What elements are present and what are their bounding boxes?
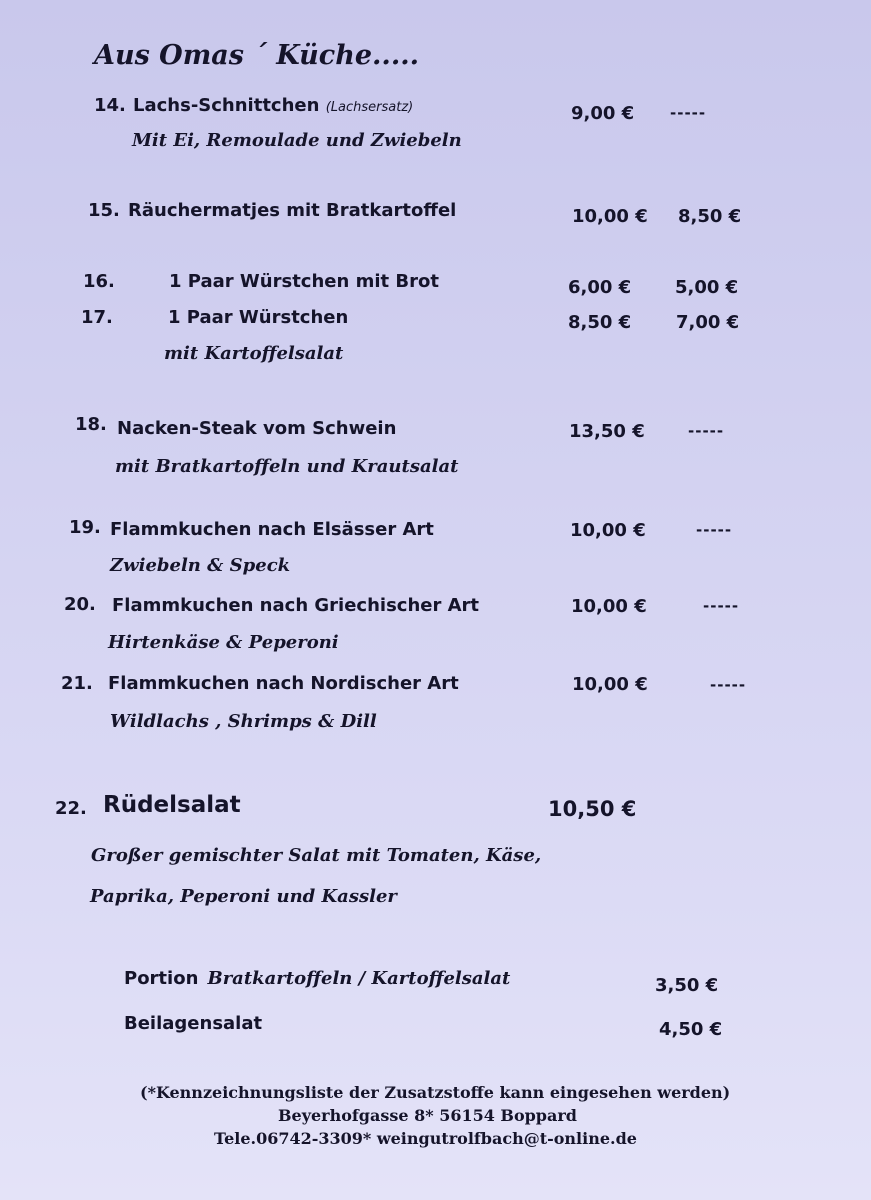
item-21-number: 21.: [61, 673, 93, 694]
item-14-name-text: Lachs-Schnittchen: [133, 95, 320, 116]
item-21-price-small: -----: [710, 676, 747, 694]
item-15-price: 10,00 €: [572, 206, 648, 227]
item-18-name: Nacken-Steak vom Schwein: [117, 418, 397, 439]
item-17-description: mit Kartoffelsalat: [164, 343, 344, 364]
footer-note: (*Kennzeichnungsliste der Zusatzstoffe kann eingesehen werden): [140, 1083, 731, 1102]
item-20-name: Flammkuchen nach Griechischer Art: [112, 595, 480, 616]
item-16-price-small: 5,00 €: [675, 277, 739, 298]
item-21-name: Flammkuchen nach Nordischer Art: [108, 673, 459, 694]
item-22-description-line1: Großer gemischter Salat mit Tomaten, Käse,: [91, 845, 542, 866]
side-portion: [124, 968, 510, 989]
item-20-price: 10,00 €: [571, 596, 647, 617]
item-19-price: 10,00 €: [570, 520, 646, 541]
side-portion-label: Portion: [124, 968, 199, 989]
item-14-price-small: -----: [670, 104, 707, 122]
item-21-description: Wildlachs , Shrimps & Dill: [110, 711, 377, 732]
item-15-price-small: 8,50 €: [678, 206, 742, 227]
item-17-price-small: 7,00 €: [676, 312, 740, 333]
item-14-number: 14.: [94, 95, 126, 116]
item-19-price-small: -----: [696, 521, 733, 539]
item-14-price: 9,00 €: [571, 103, 635, 124]
item-22-name: Rüdelsalat: [103, 792, 241, 818]
item-19-description: Zwiebeln & Speck: [110, 555, 291, 576]
item-22-number: 22.: [55, 798, 87, 819]
item-17-price: 8,50 €: [568, 312, 632, 333]
item-19-name: Flammkuchen nach Elsässer Art: [110, 519, 434, 540]
item-18-description: mit Bratkartoffeln und Krautsalat: [115, 456, 459, 477]
item-18-price-small: -----: [688, 422, 725, 440]
footer-contact: Tele.06742-3309* weingutrolfbach@t-online.de: [214, 1129, 637, 1148]
item-18-price: 13,50 €: [569, 421, 645, 442]
side-portion-description: Bratkartoffeln / Kartoffelsalat: [207, 968, 511, 989]
item-16-number: 16.: [83, 271, 115, 292]
item-16-name: 1 Paar Würstchen mit Brot: [169, 271, 439, 292]
item-22-price: 10,50 €: [548, 797, 637, 821]
side-portion-price: 3,50 €: [655, 975, 719, 996]
item-19-number: 19.: [69, 517, 101, 538]
item-15-number: 15.: [88, 200, 120, 221]
item-14-description: Mit Ei, Remoulade und Zwiebeln: [132, 130, 462, 151]
item-21-price: 10,00 €: [572, 674, 648, 695]
side-salad-label: Beilagensalat: [124, 1013, 263, 1034]
page-title: Aus Omas ´ Küche.....: [94, 40, 420, 71]
item-18-number: 18.: [75, 414, 107, 435]
item-16-price: 6,00 €: [568, 277, 632, 298]
side-salad-price: 4,50 €: [659, 1019, 723, 1040]
item-14-note: (Lachsersatz): [325, 100, 414, 115]
item-17-number: 17.: [81, 307, 113, 328]
item-22-description-line2: Paprika, Peperoni und Kassler: [90, 886, 397, 907]
item-15-name: Räuchermatjes mit Bratkartoffel: [128, 200, 457, 221]
item-20-number: 20.: [64, 594, 96, 615]
footer-address: Beyerhofgasse 8* 56154 Boppard: [278, 1106, 577, 1125]
item-14-name: [133, 95, 413, 116]
item-20-price-small: -----: [703, 597, 740, 615]
item-20-description: Hirtenkäse & Peperoni: [108, 632, 339, 653]
item-17-name: 1 Paar Würstchen: [168, 307, 349, 328]
